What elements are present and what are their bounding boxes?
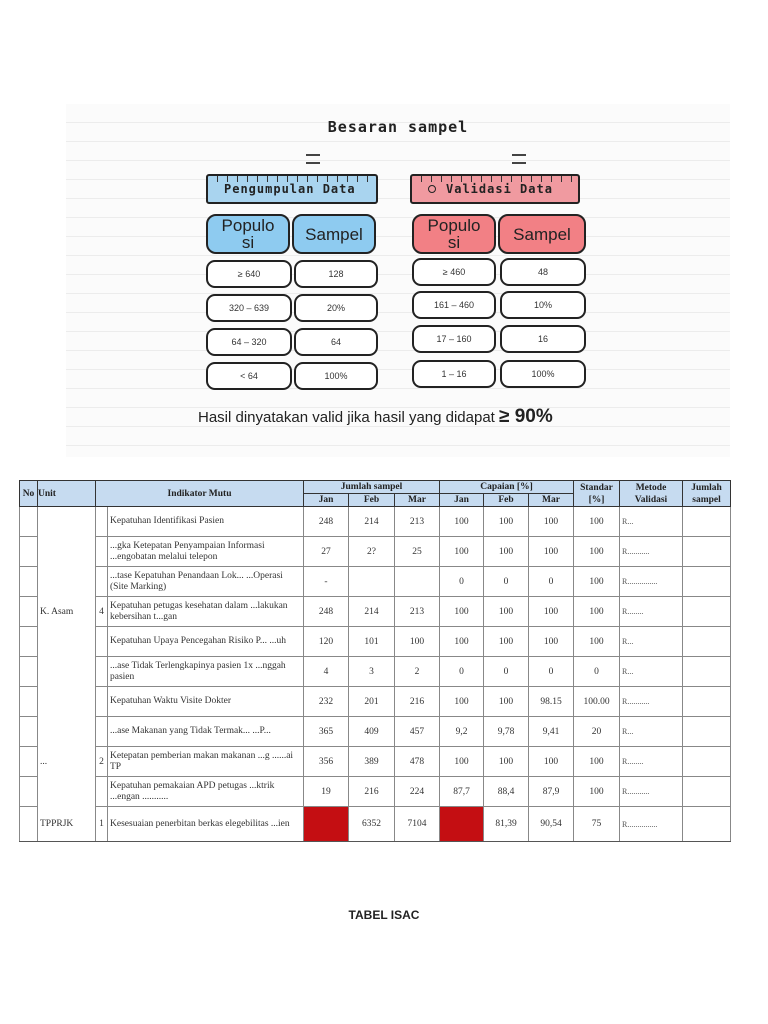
capaian-feb: 100 xyxy=(484,537,529,567)
table-row xyxy=(20,687,731,717)
right-populasi-cell: 1 – 16 xyxy=(412,360,496,388)
row-indikator: ...tase Kepatuhan Penandaan Lok... ...Operasi (Site Marking) xyxy=(108,567,304,597)
capaian-jan: 87,7 xyxy=(440,777,484,807)
col-standar: Standar [%] xyxy=(574,481,620,507)
capaian-jan: 9,2 xyxy=(440,717,484,747)
table-body xyxy=(20,507,731,842)
sample-mar: 216 xyxy=(395,687,440,717)
left-sampel-cell: 128 xyxy=(294,260,378,288)
validity-note xyxy=(198,406,553,428)
col-indikator: Indikator Mutu xyxy=(96,481,304,507)
indicator-table xyxy=(19,480,731,842)
sample-jan xyxy=(304,807,349,842)
row-index: 2 xyxy=(96,747,108,777)
sample-feb: 216 xyxy=(349,777,395,807)
sample-jan: 19 xyxy=(304,777,349,807)
header-populasi-right xyxy=(412,214,496,254)
row-indikator: ...ase Tidak Terlengkapinya pasien 1x ...nggah pasien xyxy=(108,657,304,687)
sample-mar: 25 xyxy=(395,537,440,567)
row-metode: R........ xyxy=(620,597,683,627)
row-index xyxy=(96,507,108,537)
capaian-feb: 100 xyxy=(484,507,529,537)
row-indikator: Kepatuhan Upaya Pencegahan Risiko P... ...uh xyxy=(108,627,304,657)
sample-feb: 214 xyxy=(349,597,395,627)
row-standar: 100 xyxy=(574,507,620,537)
row-index xyxy=(96,627,108,657)
validity-note-text: Hasil dinyatakan valid jika hasil yang didapat xyxy=(198,409,495,426)
row-no xyxy=(20,567,38,597)
col-month: Mar xyxy=(395,494,440,507)
row-indikator: Kepatuhan petugas kesehatan dalam ...lakukan kebersihan t...gan xyxy=(108,597,304,627)
sample-jan: 248 xyxy=(304,597,349,627)
row-jumlah-sampel xyxy=(683,627,731,657)
row-standar: 100 xyxy=(574,597,620,627)
row-unit xyxy=(38,657,96,687)
col-jumlah-sampel: Jumlah sampel xyxy=(304,481,440,494)
right-populasi-cell: ≥ 460 xyxy=(412,258,496,286)
capaian-mar: 100 xyxy=(529,597,574,627)
capaian-mar: 90,54 xyxy=(529,807,574,842)
sample-mar: 457 xyxy=(395,717,440,747)
capaian-feb: 100 xyxy=(484,687,529,717)
row-unit xyxy=(38,717,96,747)
capaian-feb: 0 xyxy=(484,567,529,597)
sample-mar: 224 xyxy=(395,777,440,807)
row-unit xyxy=(38,687,96,717)
row-unit xyxy=(38,537,96,567)
sample-size-figure xyxy=(66,104,730,457)
right-sampel-cell: 48 xyxy=(500,258,586,286)
row-indikator: Ketepatan pemberian makan makanan ...g ......ai TP xyxy=(108,747,304,777)
row-index xyxy=(96,687,108,717)
capaian-jan: 100 xyxy=(440,747,484,777)
table-row xyxy=(20,807,731,842)
equals-icon xyxy=(512,154,526,164)
sample-mar: 213 xyxy=(395,597,440,627)
row-index xyxy=(96,537,108,567)
row-metode: R... xyxy=(620,717,683,747)
row-index: 4 xyxy=(96,597,108,627)
left-sampel-cell: 64 xyxy=(294,328,378,356)
left-populasi-cell: 320 – 639 xyxy=(206,294,292,322)
capaian-feb: 0 xyxy=(484,657,529,687)
sample-mar: 213 xyxy=(395,507,440,537)
row-unit xyxy=(38,777,96,807)
header-label: Populo si xyxy=(221,216,275,252)
row-metode: R... xyxy=(620,507,683,537)
sample-jan: 4 xyxy=(304,657,349,687)
banner-pengumpulan-data xyxy=(206,174,378,204)
capaian-jan: 100 xyxy=(440,537,484,567)
right-populasi-cell: 17 – 160 xyxy=(412,325,496,353)
row-unit: K. Asam xyxy=(38,597,96,627)
capaian-mar: 0 xyxy=(529,657,574,687)
capaian-mar: 0 xyxy=(529,567,574,597)
row-standar: 0 xyxy=(574,657,620,687)
row-no xyxy=(20,597,38,627)
equals-icon xyxy=(306,154,320,164)
row-index xyxy=(96,657,108,687)
capaian-jan: 0 xyxy=(440,657,484,687)
capaian-mar: 100 xyxy=(529,747,574,777)
row-standar: 100 xyxy=(574,627,620,657)
capaian-mar: 87,9 xyxy=(529,777,574,807)
capaian-jan: 100 xyxy=(440,507,484,537)
capaian-feb: 9,78 xyxy=(484,717,529,747)
table-row xyxy=(20,507,731,537)
col-capaian: Capaian [%] xyxy=(440,481,574,494)
row-standar: 100 xyxy=(574,567,620,597)
row-standar: 100 xyxy=(574,777,620,807)
row-no xyxy=(20,807,38,842)
row-index xyxy=(96,567,108,597)
sample-feb: 6352 xyxy=(349,807,395,842)
capaian-mar: 98.15 xyxy=(529,687,574,717)
row-unit xyxy=(38,567,96,597)
table-row xyxy=(20,567,731,597)
capaian-feb: 100 xyxy=(484,747,529,777)
table-row xyxy=(20,537,731,567)
col-month: Jan xyxy=(440,494,484,507)
sample-feb: 409 xyxy=(349,717,395,747)
banner-label: Pengumpulan Data xyxy=(224,182,356,196)
header-sampel-right xyxy=(498,214,586,254)
figure-title: Besaran sampel xyxy=(327,118,469,136)
row-standar: 100 xyxy=(574,747,620,777)
col-month: Jan xyxy=(304,494,349,507)
capaian-jan: 100 xyxy=(440,597,484,627)
capaian-jan: 100 xyxy=(440,687,484,717)
right-sampel-cell: 16 xyxy=(500,325,586,353)
row-jumlah-sampel xyxy=(683,657,731,687)
capaian-feb: 100 xyxy=(484,597,529,627)
sample-feb: 201 xyxy=(349,687,395,717)
banner-label: Validasi Data xyxy=(446,182,553,196)
capaian-mar: 100 xyxy=(529,507,574,537)
table-row xyxy=(20,597,731,627)
capaian-mar: 100 xyxy=(529,537,574,567)
capaian-feb: 81,39 xyxy=(484,807,529,842)
right-sampel-cell: 100% xyxy=(500,360,586,388)
sample-jan: 232 xyxy=(304,687,349,717)
row-standar: 75 xyxy=(574,807,620,842)
col-jumlah-sampel-2: Jumlah sampel xyxy=(683,481,731,507)
sample-feb: 101 xyxy=(349,627,395,657)
row-indikator: ...ase Makanan yang Tidak Termak... ...P... xyxy=(108,717,304,747)
row-no xyxy=(20,537,38,567)
row-metode: R... xyxy=(620,657,683,687)
sample-mar: 100 xyxy=(395,627,440,657)
capaian-mar: 100 xyxy=(529,627,574,657)
row-indikator: Kepatuhan Identifikasi Pasien xyxy=(108,507,304,537)
row-index: 1 xyxy=(96,807,108,842)
row-no xyxy=(20,657,38,687)
header-label: Populo si xyxy=(427,216,481,252)
row-no xyxy=(20,507,38,537)
sample-feb: 214 xyxy=(349,507,395,537)
row-index xyxy=(96,717,108,747)
capaian-jan xyxy=(440,807,484,842)
row-jumlah-sampel xyxy=(683,777,731,807)
row-jumlah-sampel xyxy=(683,747,731,777)
table-row xyxy=(20,717,731,747)
col-metode: Metode Validasi xyxy=(620,481,683,507)
row-unit xyxy=(38,627,96,657)
table-row xyxy=(20,657,731,687)
row-jumlah-sampel xyxy=(683,807,731,842)
row-no xyxy=(20,627,38,657)
row-index xyxy=(96,777,108,807)
left-populasi-cell: ≥ 640 xyxy=(206,260,292,288)
sample-jan: 120 xyxy=(304,627,349,657)
sample-feb xyxy=(349,567,395,597)
table-row xyxy=(20,627,731,657)
table-row xyxy=(20,747,731,777)
sample-mar xyxy=(395,567,440,597)
row-metode: R........... xyxy=(620,687,683,717)
row-unit: ... xyxy=(38,747,96,777)
col-month: Feb xyxy=(349,494,395,507)
row-metode: R............... xyxy=(620,567,683,597)
header-label: Sampel xyxy=(513,224,571,244)
header-sampel-left xyxy=(292,214,376,254)
left-populasi-cell: < 64 xyxy=(206,362,292,390)
sample-jan: - xyxy=(304,567,349,597)
sample-jan: 365 xyxy=(304,717,349,747)
row-unit: TPPRJK xyxy=(38,807,96,842)
col-month: Feb xyxy=(484,494,529,507)
row-metode: R........... xyxy=(620,777,683,807)
capaian-jan: 100 xyxy=(440,627,484,657)
sample-mar: 478 xyxy=(395,747,440,777)
row-metode: R............... xyxy=(620,807,683,842)
row-no xyxy=(20,747,38,777)
row-no xyxy=(20,717,38,747)
col-no: No xyxy=(20,481,38,507)
table-caption: TABEL ISAC xyxy=(348,908,420,922)
capaian-jan: 0 xyxy=(440,567,484,597)
row-unit xyxy=(38,507,96,537)
sample-jan: 356 xyxy=(304,747,349,777)
capaian-mar: 9,41 xyxy=(529,717,574,747)
sample-jan: 27 xyxy=(304,537,349,567)
banner-validasi-data xyxy=(410,174,580,204)
header-populasi-left xyxy=(206,214,290,254)
validity-threshold: ≥ 90% xyxy=(499,406,553,427)
right-sampel-cell: 10% xyxy=(500,291,586,319)
capaian-feb: 88,4 xyxy=(484,777,529,807)
row-jumlah-sampel xyxy=(683,537,731,567)
col-unit: Unit xyxy=(38,481,96,507)
row-no xyxy=(20,777,38,807)
right-populasi-cell: 161 – 460 xyxy=(412,291,496,319)
sample-jan: 248 xyxy=(304,507,349,537)
sample-feb: 2? xyxy=(349,537,395,567)
row-metode: R........ xyxy=(620,747,683,777)
row-indikator: Kesesuaian penerbitan berkas elegebilitas ...ien xyxy=(108,807,304,842)
row-jumlah-sampel xyxy=(683,567,731,597)
sample-feb: 389 xyxy=(349,747,395,777)
sample-mar: 2 xyxy=(395,657,440,687)
row-metode: R........... xyxy=(620,537,683,567)
circle-icon xyxy=(428,185,436,193)
left-populasi-cell: 64 – 320 xyxy=(206,328,292,356)
capaian-feb: 100 xyxy=(484,627,529,657)
header-label: Sampel xyxy=(305,224,363,244)
sample-mar: 7104 xyxy=(395,807,440,842)
table-row xyxy=(20,777,731,807)
row-standar: 100 xyxy=(574,537,620,567)
sample-feb: 3 xyxy=(349,657,395,687)
row-jumlah-sampel xyxy=(683,597,731,627)
row-indikator: Kepatuhan Waktu Visite Dokter xyxy=(108,687,304,717)
row-indikator: Kepatuhan pemakaian APD petugas ...ktrik ...engan ........... xyxy=(108,777,304,807)
row-jumlah-sampel xyxy=(683,687,731,717)
row-no xyxy=(20,687,38,717)
row-standar: 100.00 xyxy=(574,687,620,717)
left-sampel-cell: 20% xyxy=(294,294,378,322)
row-indikator: ...gka Ketepatan Penyampaian Informasi ...engobatan melalui telepon xyxy=(108,537,304,567)
col-month: Mar xyxy=(529,494,574,507)
row-jumlah-sampel xyxy=(683,717,731,747)
row-jumlah-sampel xyxy=(683,507,731,537)
left-sampel-cell: 100% xyxy=(294,362,378,390)
row-metode: R... xyxy=(620,627,683,657)
row-standar: 20 xyxy=(574,717,620,747)
